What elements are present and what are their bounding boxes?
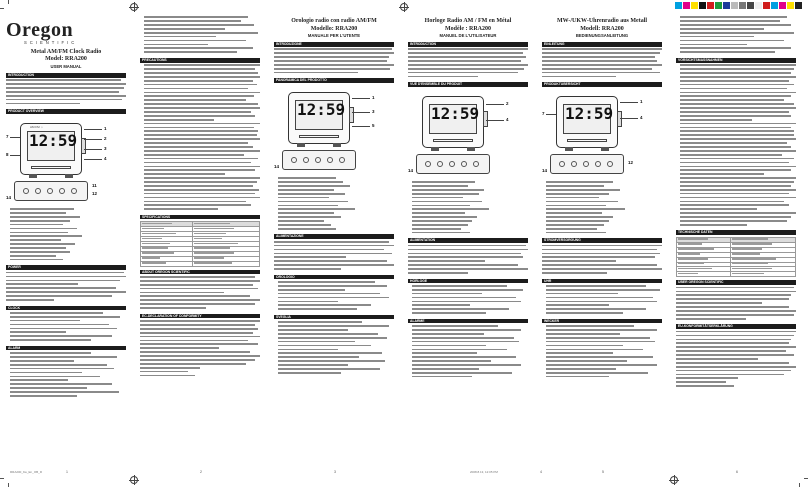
parts-list xyxy=(274,177,394,231)
text-line xyxy=(542,231,662,235)
section-heading: TECHNISCHE DATEN xyxy=(676,230,796,235)
doc-subtitle-it: MANUALE PER L'UTENTE xyxy=(307,33,361,38)
body-text xyxy=(140,276,260,311)
page-number: 1 xyxy=(66,470,68,474)
section-heading: INTRODUCTION xyxy=(408,42,528,47)
column-english-1 xyxy=(6,16,126,464)
column-german-2 xyxy=(676,16,796,464)
body-text xyxy=(676,64,796,227)
text-line xyxy=(408,312,528,316)
doc-model-de: Modell: RRA200 xyxy=(580,25,624,32)
text-line xyxy=(6,395,126,399)
section-heading: WECKER xyxy=(542,319,662,324)
section-heading: UHR xyxy=(542,279,662,284)
specifications-table xyxy=(140,221,260,266)
section-heading: OROLOGIO xyxy=(274,275,394,280)
text-line xyxy=(408,75,528,79)
section-heading: INTRODUZIONE xyxy=(274,42,394,47)
print-file-label: RRA200_bw_En_OB_R xyxy=(10,470,43,474)
registration-mark-icon xyxy=(400,3,408,11)
brand-logo: Oregon xyxy=(6,19,74,41)
section-heading: EU-KONFORMITÄTSERKLÄRUNG xyxy=(676,324,796,329)
text-line xyxy=(140,208,260,212)
text-line xyxy=(274,228,394,232)
text-line xyxy=(6,339,126,343)
registration-mark-icon xyxy=(130,3,138,11)
section-heading: ALIMENTATION xyxy=(408,238,528,243)
section-heading: ABOUT OREGON SCIENTIFIC xyxy=(140,270,260,275)
display-time: 12:59 xyxy=(297,99,346,119)
doc-subtitle-fr: MANUEL DE L'UTILISATEUR xyxy=(439,33,497,38)
text-line xyxy=(274,372,394,376)
display-indicators: AM FM ☼ xyxy=(30,124,44,129)
clock-radio-front-view xyxy=(556,96,618,148)
clock-radio-front-view xyxy=(20,123,82,175)
crop-mark xyxy=(0,478,4,479)
column-italian xyxy=(274,16,394,464)
section-heading: ALARME xyxy=(408,319,528,324)
crop-mark xyxy=(8,0,9,4)
column-french xyxy=(408,16,528,464)
text-line xyxy=(6,258,126,262)
body-text xyxy=(408,48,528,79)
body-text xyxy=(408,244,528,275)
column-english-2 xyxy=(140,16,260,464)
specifications-table xyxy=(676,237,796,277)
body-text xyxy=(140,320,260,378)
text-line xyxy=(274,308,394,312)
section-heading: ALIMENTAZIONE xyxy=(274,234,394,239)
product-diagram: 12:59 2 4 14 xyxy=(408,90,528,178)
body-text xyxy=(676,16,796,55)
doc-subtitle-de: BEDIENUNGSANLEITUNG xyxy=(575,33,629,38)
text-line xyxy=(140,307,260,311)
doc-title-en: Metal AM/FM Clock Radio xyxy=(30,48,102,55)
crop-mark xyxy=(799,483,800,487)
doc-title-fr: Horloge Radio AM / FM en Métal xyxy=(424,18,512,24)
text-line xyxy=(6,299,126,303)
text-line xyxy=(676,224,796,228)
body-text xyxy=(542,48,662,79)
page-number: 5 xyxy=(602,470,604,474)
print-date-label: 2008.8.13, 12:05 PM xyxy=(470,470,498,474)
crop-mark xyxy=(804,478,808,479)
clock-radio-front-view xyxy=(288,92,350,144)
section-heading: EINLEITUNG xyxy=(542,42,662,47)
body-text xyxy=(274,321,394,375)
section-heading: SVEGLIA xyxy=(274,315,394,320)
section-heading: CLOCK xyxy=(6,306,126,311)
section-heading: SPECIFICATIONS xyxy=(140,215,260,220)
page-number: 2 xyxy=(200,470,202,474)
crop-mark xyxy=(0,8,4,9)
text-line xyxy=(676,317,796,321)
section-heading: ÜBER OREGON SCIENTIFIC xyxy=(676,280,796,285)
text-line xyxy=(140,374,260,378)
body-text xyxy=(274,281,394,312)
parts-list xyxy=(542,181,662,235)
clock-radio-back-view xyxy=(14,181,88,201)
registration-mark-icon xyxy=(130,476,138,484)
body-text xyxy=(408,285,528,316)
text-line xyxy=(274,71,394,75)
page-number: 4 xyxy=(540,470,542,474)
registration-mark-icon xyxy=(670,476,678,484)
page-number: 3 xyxy=(334,470,336,474)
text-line xyxy=(542,272,662,276)
doc-model-en: Model: RRA200 xyxy=(45,56,87,63)
parts-list xyxy=(6,208,126,262)
text-line xyxy=(542,375,662,379)
section-heading: HORLOGE xyxy=(408,279,528,284)
body-text xyxy=(542,244,662,275)
doc-model-it: Modello: RRA200 xyxy=(310,25,358,32)
section-heading: POWER xyxy=(6,265,126,270)
text-line xyxy=(408,231,528,235)
product-diagram: 12:59 1 4 7 12 14 xyxy=(542,90,662,178)
body-text xyxy=(542,285,662,316)
section-heading: EC-DECLARATION OF CONFORMITY xyxy=(140,314,260,319)
text-line xyxy=(408,272,528,276)
section-heading: STROMVERSORGUNG xyxy=(542,238,662,243)
crop-mark xyxy=(8,483,9,487)
text-line xyxy=(274,268,394,272)
body-text xyxy=(6,79,126,106)
display-time: 12:59 xyxy=(431,103,480,123)
text-line xyxy=(676,385,796,389)
body-text xyxy=(676,330,796,388)
section-heading: ALARM xyxy=(6,346,126,351)
doc-subtitle-en: USER MANUAL xyxy=(50,63,82,69)
text-line xyxy=(140,51,260,55)
section-heading: PRODUKTÜBERSICHT xyxy=(542,82,662,87)
body-text xyxy=(274,48,394,75)
text-line xyxy=(6,102,126,106)
doc-model-fr: Modèle : RRA200 xyxy=(445,25,491,32)
clock-radio-front-view xyxy=(422,96,484,148)
text-line xyxy=(676,51,796,55)
column-german xyxy=(542,16,662,464)
display-time: 12:59 xyxy=(29,130,78,150)
section-heading: PRECAUTIONS xyxy=(140,58,260,63)
body-text xyxy=(542,325,662,379)
text-line xyxy=(542,312,662,316)
text-line xyxy=(542,75,662,79)
section-heading: PANORAMICA DEL PRODOTTO xyxy=(274,78,394,83)
section-heading: PRODUCT OVERVIEW xyxy=(6,109,126,114)
brand-tagline: SCIENTIFIC xyxy=(24,40,78,45)
doc-title-it: Orologio radio con radio AM/FM xyxy=(291,18,377,24)
section-heading: INTRODUCTION xyxy=(6,73,126,78)
body-text xyxy=(140,64,260,212)
display-time: 12:59 xyxy=(565,103,614,123)
doc-title-de: MW-/UKW-Uhrenradio aus Metall xyxy=(556,18,648,24)
body-text xyxy=(408,325,528,379)
body-text xyxy=(6,352,126,399)
body-text xyxy=(140,16,260,55)
product-diagram: 12:59 1 3 5 14 xyxy=(274,86,394,174)
section-heading: VORSICHTSMASSNAHMEN xyxy=(676,58,796,63)
body-text xyxy=(676,286,796,321)
product-diagram: AM FM ☼ 12:59 1 2 3 4 7 8 11 12 14 xyxy=(6,124,107,200)
body-text xyxy=(6,271,126,302)
section-heading: VUE D'ENSEMBLE DU PRODUIT xyxy=(408,82,528,87)
text-line xyxy=(408,375,528,379)
page-number: 6 xyxy=(736,470,738,474)
parts-list xyxy=(408,181,528,235)
color-calibration-strip xyxy=(675,2,802,9)
body-text xyxy=(6,312,126,343)
body-text xyxy=(274,240,394,271)
tuning-knob xyxy=(81,138,86,154)
